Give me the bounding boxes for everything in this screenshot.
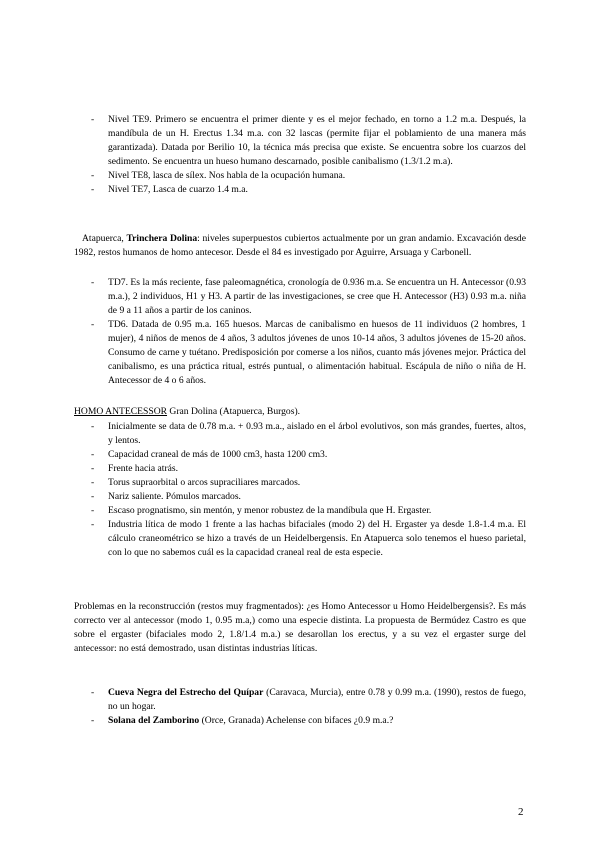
list-item: - Torus supraorbital o arcos supraciliares marcados. — [108, 476, 526, 490]
homo-title: HOMO ANTECESSOR — [74, 406, 168, 417]
site-name: Cueva Negra del Estrecho del Quípar — [108, 687, 264, 698]
list-item: - Nariz saliente. Pómulos marcados. — [108, 490, 526, 504]
trinchera-prefix: Atapuerca, — [82, 233, 124, 244]
site-name: Solana del Zamborino — [108, 715, 200, 726]
problems-text: Problemas en la reconstrucción (restos muy fragmentados): ¿es Homo Antecessor u Homo Heidelbergensis?. Es más correcto ver al antecessor (modo 1, 0.95 m.a,) como una especie distinta. La propuesta de Bermúdez Castro es que sobre el ergaster (bifaciales modo 2, 1.8/1.4 m.a.) se desarollan los erectus, y a su vez el ergaster surge del antecessor: no está demostrado, usan distintas industrias líticas. — [74, 601, 526, 654]
page-number: 2 — [518, 806, 524, 818]
trinchera-paragraph — [74, 232, 526, 260]
problems-paragraph — [74, 600, 526, 656]
homo-traits-list — [108, 420, 526, 560]
trinchera-text: : niveles superpuestos cubiertos actualmente por un gran andamio. Excavación desde 1982, restos humanos de homo antecesor. Desde el 84 es investigado por Aguirre, Arsuaga y Carbonell. — [74, 233, 526, 258]
list-item: - Nivel TE7, Lasca de cuarzo 1.4 m.a. — [108, 183, 526, 197]
list-item: - Nivel TE9. Primero se encuentra el primer diente y es el mejor fechado, en torno a 1.2 m.a. Después, la mandíbula de un H. Erectus 1.34 m.a. con 32 lascas (permite fijar el poblamiento de una manera más garantizada). Datada por Berilio 10, la técnica más precisa que existe. Se encuentra sobre los cuarzos del sedimento. Se encuentra un hueso humano descarnado, posible canibalismo (1.3/1.2 m.a). — [108, 113, 526, 169]
homo-subtitle: Gran Dolina (Atapuerca, Burgos). — [167, 406, 301, 417]
list-item: - TD7. Es la más reciente, fase paleomagnética, cronología de 0.936 m.a. Se encuentra un H. Antecessor (0.93 m.a.), 2 individuos, H1 y H3. A partir de las investigaciones, se cree que H. Antecessor (H3) 0.93 m.a. niña de 9 a 11 años a partir de los caninos. — [108, 276, 526, 318]
list-item: - TD6. Datada de 0.95 m.a. 165 huesos. Marcas de canibalismo en huesos de 11 individuos (2 hombres, 1 mujer), 4 niños de menos de 4 años, 3 adultos jóvenes de unos 10-14 años, 3 adultos jóvenes de 15-20 años. Consumo de carne y tuétano. Predisposición por comerse a los niños, cuanto más jóvenes mejor. Práctica del canibalismo, es una práctica ritual, estrés puntual, o alimentación habitual. Escápula de niño o niña de H. Antecessor de 4 o 6 años. — [108, 318, 526, 388]
list-item — [108, 714, 526, 728]
list-item — [108, 686, 526, 714]
site-text: (Orce, Granada) Achelense con bifaces ¿0.9 m.a.? — [199, 715, 394, 726]
site-text: (Caravaca, Murcia), entre 0.78 y 0.99 m.a. (1990), restos de fuego, no un hogar. — [108, 687, 526, 712]
homo-heading — [74, 405, 526, 419]
list-item: - Nivel TE8, lasca de sílex. Nos habla de la ocupación humana. — [108, 169, 526, 183]
te-levels-list — [108, 113, 526, 197]
list-item: - Inicialmente se data de 0.78 m.a. + 0.93 m.a., aislado en el árbol evolutivos, son más grandes, fuertes, altos, y lentos. — [108, 420, 526, 448]
list-item: - Capacidad craneal de más de 1000 cm3, hasta 1200 cm3. — [108, 448, 526, 462]
trinchera-list — [108, 276, 526, 388]
sites-list — [108, 686, 526, 728]
list-item: - Industria lítica de modo 1 frente a las hachas bifaciales (modo 2) del H. Ergaster ya desde 1.8-1.4 m.a. El cálculo craneométrico se hizo a través de un Heidelbergensis. En Atapuerca solo tenemos el hueso parietal, con lo que no sabemos cuál es la capacidad craneal real de esta especie. — [108, 518, 526, 560]
list-item: - Escaso prognatismo, sin mentón, y menor robustez de la mandíbula que H. Ergaster. — [108, 504, 526, 518]
trinchera-bold: Trinchera Dolina — [126, 233, 198, 244]
list-item: - Frente hacia atrás. — [108, 462, 526, 476]
